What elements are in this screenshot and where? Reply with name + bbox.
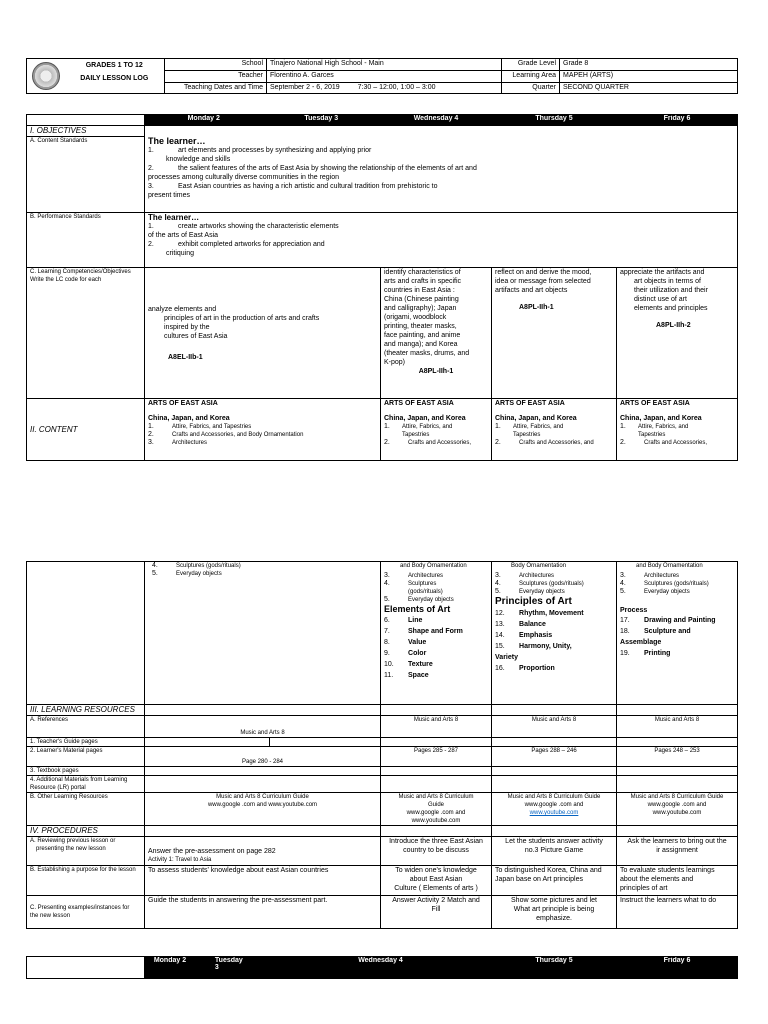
objectives-heading: I. OBJECTIVES bbox=[27, 126, 145, 137]
proc-a-thursday: Let the students answer activity no.3 Picture Game bbox=[492, 837, 617, 866]
lm-friday: Pages 248 – 253 bbox=[617, 747, 738, 767]
proc-b-wednesday: To widen one's knowledge about East Asian Culture ( Elements of arts ) bbox=[381, 866, 492, 896]
learning-area-value: MAPEH (ARTS) bbox=[560, 71, 738, 83]
list-item: 5. Everyday objects bbox=[495, 588, 565, 595]
lc-thursday: reflect on and derive the mood, idea or message from selected artifacts and art objects A8PL-IIh-1 bbox=[492, 268, 617, 399]
list-item: 1. Attire, Fabrics, and bbox=[620, 423, 689, 430]
page2-table bbox=[26, 561, 738, 929]
list-item: 4. Sculptures (gods/rituals) bbox=[152, 562, 241, 569]
quarter-value: SECOND QUARTER bbox=[560, 83, 738, 94]
learning-area-label: Learning Area bbox=[502, 71, 560, 83]
list-item: Tapestries bbox=[402, 432, 430, 438]
proc-c-wednesday: Answer Activity 2 Match and Fill bbox=[381, 896, 492, 929]
tb-label: 3. Textbook pages bbox=[27, 767, 145, 776]
ref-thursday: Music and Arts 8 bbox=[492, 716, 617, 738]
resources-heading: III. LEARNING RESOURCES bbox=[27, 705, 145, 716]
list-item: Variety bbox=[495, 654, 518, 661]
proc-b-friday: To evaluate students learnings about the elements and principles of art bbox=[617, 866, 738, 896]
list-item: (gods/rituals) bbox=[408, 589, 443, 595]
lm-monday: Page 280 - 284 bbox=[145, 747, 381, 767]
proc-c-label-sub: the new lesson bbox=[30, 913, 71, 919]
youtube-link[interactable]: www.youtube.com bbox=[529, 810, 579, 816]
list-item: 7. Shape and Form bbox=[384, 628, 463, 635]
proc-c-label: C. Presenting examples/instances for bbox=[30, 905, 130, 911]
day-monday: Monday 2 bbox=[187, 115, 220, 122]
performance-standards-list bbox=[148, 222, 734, 258]
list-item: 14. Emphasis bbox=[495, 632, 553, 639]
day-wednesday: Wednesday 4 bbox=[270, 957, 492, 979]
lc-code: A8PL-IIh-1 bbox=[418, 368, 454, 375]
proc-b-monday: To assess students' knowledge about east Asian countries bbox=[145, 866, 381, 896]
content-standards-list bbox=[148, 146, 734, 200]
elements-of-art-title: Elements of Art bbox=[384, 604, 451, 614]
list-item: 1. Attire, Fabrics, and bbox=[384, 423, 453, 430]
lm-thursday: Pages 288 – 246 bbox=[492, 747, 617, 767]
list-item: 3. Architectures bbox=[384, 572, 444, 579]
list-item: 1. create artworks showing the characteristic elements bbox=[148, 223, 339, 230]
grade-level-value: Grade 8 bbox=[560, 59, 738, 71]
list-item: 2. the salient features of the arts of East Asia by showing the relationship of the elements of art and bbox=[148, 164, 477, 172]
list-item: 4. Sculptures (gods/rituals) bbox=[495, 580, 584, 587]
list-item: Assemblage bbox=[620, 639, 662, 646]
list-item: 1. art elements and processes by synthesizing and applying prior bbox=[148, 146, 372, 154]
content-wednesday: ARTS OF EAST ASIA China, Japan, and Korea 1. Attire, Fabrics, and Tapestries 2. Crafts and Accessories, bbox=[381, 399, 492, 461]
day-monday: Monday 2 bbox=[153, 957, 187, 964]
teacher-label: Teacher bbox=[165, 71, 267, 83]
list-item: 1. Attire, Fabrics, and bbox=[495, 423, 564, 430]
header-block bbox=[26, 58, 738, 94]
lm-wednesday: Pages 285 - 287 bbox=[381, 747, 492, 767]
other-thursday: Music and Arts 8 Curriculum Guide www.google .com and www.youtube.com bbox=[492, 793, 617, 826]
proc-b-label: B. Establishing a purpose for the lesson bbox=[27, 866, 145, 896]
list-item: 6. Line bbox=[384, 617, 423, 624]
lm-label: 2. Learner's Material pages bbox=[27, 747, 145, 767]
content-wednesday-cont: and Body Ornamentation 3. Architectures 4. Sculptures (gods/rituals) 5. Everyday objects Elements of Art 6. Line 7. Shape and Form 8. Value 9. Color 10. Texture 11. Space bbox=[381, 562, 492, 705]
content-friday: ARTS OF EAST ASIA China, Japan, and Korea 1. Attire, Fabrics, and Tapestries 2. Crafts and Accessories, bbox=[617, 399, 738, 461]
other-wednesday: Music and Arts 8 Curriculum Guide www.google .com and www.youtube.com bbox=[381, 793, 492, 826]
day-header-row bbox=[27, 957, 738, 979]
list-item: Tapestries bbox=[513, 432, 541, 438]
day-friday: Friday 6 bbox=[617, 115, 738, 126]
principles-of-art-title: Principles of Art bbox=[495, 596, 572, 607]
content-standards-label: A. Content Standards bbox=[27, 137, 145, 213]
lc-code: A8EL-IIb-1 bbox=[168, 353, 203, 361]
lr-label-sub: Resource (LR) portal bbox=[30, 785, 86, 791]
day-thursday: Thursday 5 bbox=[492, 115, 617, 126]
list-item: 4. Sculptures (gods/rituals) bbox=[620, 580, 709, 587]
other-friday: Music and Arts 8 Curriculum Guide www.google .com and www.youtube.com bbox=[617, 793, 738, 826]
log-title: DAILY LESSON LOG bbox=[80, 75, 149, 82]
proc-c-friday: Instruct the learners what to do bbox=[617, 896, 738, 929]
list-item: 3. East Asian countries as having a rich artistic and cultural tradition from prehistoric to bbox=[148, 182, 438, 190]
deped-seal-cell bbox=[27, 59, 65, 94]
content-thursday: ARTS OF EAST ASIA China, Japan, and Korea 1. Attire, Fabrics, and Tapestries 2. Crafts and Accessories, and bbox=[492, 399, 617, 461]
list-item: 16. Proportion bbox=[495, 665, 555, 672]
tg-label: 1. Teacher's Guide pages bbox=[27, 738, 145, 747]
perf-learner-heading: The learner… bbox=[148, 213, 200, 222]
quarter-label: Quarter bbox=[502, 83, 560, 94]
list-item: 2. Crafts and Accessories, bbox=[384, 439, 472, 446]
page3-day-header bbox=[26, 956, 738, 979]
lc-friday: appreciate the artifacts and art objects in terms of their utilization and their distinct use of art elements and principles A8PL-IIh-2 bbox=[617, 268, 738, 399]
learner-heading: The learner… bbox=[148, 136, 206, 146]
content-monday: ARTS OF EAST ASIA China, Japan, and Korea 1. Attire, Fabrics, and Tapestries 2. Crafts and Accessories, and Body Ornamentation 3. Architectures bbox=[145, 399, 381, 461]
dates-label: Teaching Dates and Time bbox=[165, 83, 267, 94]
proc-a-label-sub: presenting the new lesson bbox=[36, 846, 106, 852]
performance-standards-label: B. Performance Standards bbox=[27, 213, 145, 268]
lc-label-sub: Write the LC code for each bbox=[30, 277, 102, 283]
list-item: 3. Architectures bbox=[495, 572, 555, 579]
day-tuesday: Tuesday 3 bbox=[304, 115, 339, 122]
school-value: Tinajero National High School - Main bbox=[267, 59, 502, 71]
list-item: 3. Architectures bbox=[620, 572, 680, 579]
process-title: Process bbox=[620, 607, 648, 614]
list-item: 9. Color bbox=[384, 650, 427, 657]
lc-code: A8PL-IIh-1 bbox=[519, 304, 554, 311]
day-tuesday-num: 3 bbox=[214, 964, 219, 971]
day-header-row bbox=[27, 115, 738, 126]
list-item: 18. Sculpture and bbox=[620, 628, 691, 635]
proc-a-friday: Ask the learners to bring out the ir assignment bbox=[617, 837, 738, 866]
list-item: Tapestries bbox=[638, 432, 666, 438]
proc-a-wednesday: Introduce the three East Asian country to be discuss bbox=[381, 837, 492, 866]
content-standards-cell bbox=[145, 137, 738, 213]
list-item: 2. Crafts and Accessories, and Body Ornamentation bbox=[148, 431, 304, 438]
school-label: School bbox=[165, 59, 267, 71]
ref-friday: Music and Arts 8 bbox=[617, 716, 738, 738]
list-item: processes among culturally diverse communities in the region bbox=[148, 173, 340, 181]
proc-a-label: A. Reviewing previous lesson or bbox=[30, 838, 116, 844]
list-item: knowledge and skills bbox=[166, 155, 231, 163]
grades-label: GRADES 1 TO 12 bbox=[85, 62, 143, 69]
list-item: critiquing bbox=[166, 250, 195, 257]
list-item: 3. Architectures bbox=[148, 439, 208, 446]
list-item: 12. Rhythm, Movement bbox=[495, 610, 584, 617]
other-resources-label: B. Other Learning Resources bbox=[27, 793, 145, 826]
day-wednesday: Wednesday 4 bbox=[381, 115, 492, 126]
list-item: 2. Crafts and Accessories, and bbox=[495, 439, 594, 446]
list-item: 8. Value bbox=[384, 639, 427, 646]
day-friday: Friday 6 bbox=[617, 957, 738, 979]
list-item: 5. Everyday objects bbox=[152, 570, 222, 577]
lc-wednesday: identify characteristics of arts and crafts in specific countries in East Asia : China (Chinese painting and calligraphy); Japan (origami, woodblock printing, theater masks, face painting, and anime and manga); and Korea (theater masks, drums, and K-pop) A8PL-IIh-1 bbox=[381, 268, 492, 399]
list-item: 5. Everyday objects bbox=[384, 596, 454, 603]
list-item: 2. Crafts and Accessories, bbox=[620, 439, 708, 446]
list-item: 10. Texture bbox=[384, 661, 433, 668]
deped-seal-icon bbox=[32, 62, 60, 90]
other-monday: Music and Arts 8 Curriculum Guide www.google .com and www.youtube.com bbox=[145, 793, 381, 826]
content-heading: II. CONTENT bbox=[27, 399, 145, 461]
proc-c-monday: Guide the students in answering the pre-assessment part. bbox=[145, 896, 381, 929]
lc-label: C. Learning Competencies/Objectives bbox=[30, 269, 131, 275]
time-value: 7:30 – 12:00, 1:00 – 3:00 bbox=[357, 84, 436, 91]
content-friday-cont: and Body Ornamentation 3. Architectures 4. Sculptures (gods/rituals) 5. Everyday objects Process 17. Drawing and Painting 18. Sculpture and Assemblage 19. Printing bbox=[617, 562, 738, 705]
day-thursday: Thursday 5 bbox=[492, 957, 617, 979]
teacher-value: Florentino A. Garces bbox=[267, 71, 502, 83]
list-item: 19. Printing bbox=[620, 650, 671, 657]
performance-standards-cell bbox=[145, 213, 738, 268]
list-item: 13. Balance bbox=[495, 621, 546, 628]
lc-code: A8PL-IIh-2 bbox=[656, 322, 691, 329]
references-label: A. References bbox=[27, 716, 145, 738]
day-tuesday: Tuesday bbox=[214, 957, 243, 964]
content-monday-cont bbox=[145, 562, 381, 705]
dates-value: September 2 - 6, 2019 bbox=[270, 84, 340, 91]
content-thursday-cont: Body Ornamentation 3. Architectures 4. Sculptures (gods/rituals) 5. Everyday objects Principles of Art 12. Rhythm, Movement 13. Balance 14. Emphasis 15. Harmony, Unity, Variety 16. Proportion bbox=[492, 562, 617, 705]
lr-label: 4. Additional Materials from Learning bbox=[30, 777, 128, 783]
list-item: 5. Everyday objects bbox=[620, 588, 690, 595]
list-item: 1. Attire, Fabrics, and Tapestries bbox=[148, 423, 252, 430]
grade-level-label: Grade Level bbox=[502, 59, 560, 71]
list-item: 4. Sculptures bbox=[384, 580, 437, 587]
list-item: of the arts of East Asia bbox=[148, 232, 219, 239]
list-item: 11. Space bbox=[384, 672, 429, 679]
lc-monday: analyze elements and principles of art in the production of arts and crafts inspired by the cultures of East Asia A8EL-IIb-1 bbox=[145, 268, 381, 399]
ref-monday: Music and Arts 8 bbox=[145, 716, 381, 738]
proc-c-thursday: Show some pictures and let What art principle is being emphasize. bbox=[492, 896, 617, 929]
list-item: present times bbox=[148, 191, 191, 199]
list-item: 17. Drawing and Painting bbox=[620, 617, 716, 624]
list-item: 2. exhibit completed artworks for appreciation and bbox=[148, 241, 325, 248]
proc-a-monday: Answer the pre-assessment on page 282 Activity 1: Travel to Asia bbox=[145, 837, 381, 866]
page1-table bbox=[26, 114, 738, 461]
proc-b-thursday: To distinguished Korea, China and Japan base on Art principles bbox=[492, 866, 617, 896]
list-item: 15. Harmony, Unity, bbox=[495, 643, 572, 650]
ref-wednesday: Music and Arts 8 bbox=[381, 716, 492, 738]
procedures-heading: IV. PROCEDURES bbox=[27, 826, 145, 837]
